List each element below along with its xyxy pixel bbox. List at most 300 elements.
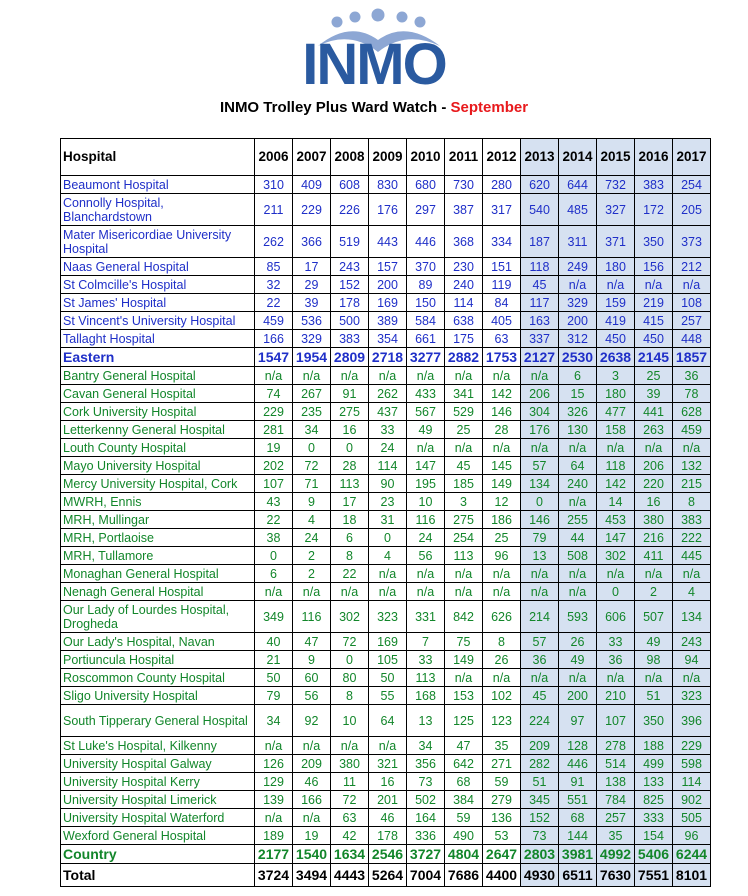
table-row	[61, 367, 711, 385]
value-cell: n/a	[369, 583, 407, 601]
value-cell: 113	[407, 669, 445, 687]
value-cell: 78	[673, 385, 711, 403]
value-cell: 60	[293, 669, 331, 687]
value-cell: 200	[559, 312, 597, 330]
value-cell: 226	[331, 194, 369, 226]
value-cell: 175	[445, 330, 483, 348]
value-cell: 33	[407, 651, 445, 669]
value-cell: 158	[597, 421, 635, 439]
value-cell: n/a	[597, 669, 635, 687]
value-cell: 16	[635, 493, 673, 511]
table-row	[61, 583, 711, 601]
value-cell: 25	[635, 367, 673, 385]
value-cell: 96	[483, 547, 521, 565]
value-cell: 189	[255, 827, 293, 845]
value-cell: 0	[293, 439, 331, 457]
value-cell: 154	[635, 827, 673, 845]
value-cell: 45	[521, 276, 559, 294]
value-cell: 202	[255, 457, 293, 475]
value-cell: 29	[293, 276, 331, 294]
value-cell: 380	[331, 755, 369, 773]
value-cell: 224	[521, 705, 559, 737]
value-cell: 142	[597, 475, 635, 493]
hospital-name: Eastern	[61, 348, 255, 367]
value-cell: n/a	[483, 669, 521, 687]
value-cell: 114	[369, 457, 407, 475]
table-row	[61, 547, 711, 565]
hospital-name: University Hospital Kerry	[61, 773, 255, 791]
value-cell: 28	[331, 457, 369, 475]
value-cell: n/a	[559, 493, 597, 511]
value-cell: 211	[255, 194, 293, 226]
table-row	[61, 565, 711, 583]
value-cell: 146	[521, 511, 559, 529]
hospital-name: MWRH, Ennis	[61, 493, 255, 511]
value-cell: 411	[635, 547, 673, 565]
header-year: 2008	[331, 139, 369, 176]
value-cell: 146	[483, 403, 521, 421]
value-cell: 3	[445, 493, 483, 511]
hospital-name: Tallaght Hospital	[61, 330, 255, 348]
value-cell: n/a	[559, 565, 597, 583]
value-cell: 1547	[255, 348, 293, 367]
value-cell: n/a	[559, 669, 597, 687]
value-cell: 156	[635, 258, 673, 276]
value-cell: 206	[635, 457, 673, 475]
value-cell: 3494	[293, 864, 331, 887]
value-cell: 210	[597, 687, 635, 705]
value-cell: 0	[331, 439, 369, 457]
value-cell: 321	[369, 755, 407, 773]
value-cell: 240	[445, 276, 483, 294]
table-row	[61, 529, 711, 547]
value-cell: 661	[407, 330, 445, 348]
value-cell: 350	[635, 705, 673, 737]
value-cell: 188	[635, 737, 673, 755]
value-cell: 55	[369, 687, 407, 705]
value-cell: 598	[673, 755, 711, 773]
value-cell: 3981	[559, 845, 597, 864]
value-cell: 334	[483, 226, 521, 258]
value-cell: 229	[293, 194, 331, 226]
value-cell: 540	[521, 194, 559, 226]
hospital-name: Nenagh General Hospital	[61, 583, 255, 601]
value-cell: 7	[407, 633, 445, 651]
header-hospital: Hospital	[61, 139, 255, 176]
value-cell: n/a	[673, 565, 711, 583]
value-cell: 383	[331, 330, 369, 348]
value-cell: n/a	[407, 583, 445, 601]
value-cell: 732	[597, 176, 635, 194]
value-cell: 331	[407, 601, 445, 633]
hospital-name: St Vincent's University Hospital	[61, 312, 255, 330]
value-cell: 1954	[293, 348, 331, 367]
hospital-name: Cavan General Hospital	[61, 385, 255, 403]
header-year: 2006	[255, 139, 293, 176]
value-cell: n/a	[255, 583, 293, 601]
header-year: 2007	[293, 139, 331, 176]
value-cell: 323	[369, 601, 407, 633]
value-cell: 254	[445, 529, 483, 547]
value-cell: 620	[521, 176, 559, 194]
value-cell: 302	[597, 547, 635, 565]
value-cell: 2809	[331, 348, 369, 367]
value-cell: 118	[597, 457, 635, 475]
value-cell: 3727	[407, 845, 445, 864]
value-cell: 74	[255, 385, 293, 403]
value-cell: 63	[331, 809, 369, 827]
value-cell: 23	[369, 493, 407, 511]
value-cell: n/a	[407, 439, 445, 457]
hospital-name: MRH, Mullingar	[61, 511, 255, 529]
table-row	[61, 439, 711, 457]
value-cell: 450	[597, 330, 635, 348]
value-cell: 130	[559, 421, 597, 439]
value-cell: n/a	[559, 276, 597, 294]
value-cell: 142	[483, 385, 521, 403]
value-cell: 229	[255, 403, 293, 421]
table-row	[61, 827, 711, 845]
value-cell: 51	[521, 773, 559, 791]
value-cell: n/a	[369, 367, 407, 385]
value-cell: 43	[255, 493, 293, 511]
value-cell: 0	[331, 651, 369, 669]
value-cell: 216	[635, 529, 673, 547]
value-cell: 2	[635, 583, 673, 601]
value-cell: 118	[521, 258, 559, 276]
value-cell: 209	[293, 755, 331, 773]
table-row	[61, 601, 711, 633]
value-cell: n/a	[255, 737, 293, 755]
table-row	[61, 258, 711, 276]
value-cell: 33	[369, 421, 407, 439]
value-cell: 2803	[521, 845, 559, 864]
table-row	[61, 421, 711, 439]
value-cell: n/a	[445, 565, 483, 583]
header-year: 2015	[597, 139, 635, 176]
value-cell: 405	[483, 312, 521, 330]
value-cell: 32	[255, 276, 293, 294]
value-cell: 220	[635, 475, 673, 493]
value-cell: 383	[635, 176, 673, 194]
value-cell: 441	[635, 403, 673, 421]
header-year: 2011	[445, 139, 483, 176]
value-cell: 19	[255, 439, 293, 457]
value-cell: 507	[635, 601, 673, 633]
value-cell: 34	[293, 421, 331, 439]
hospital-name: St Luke's Hospital, Kilkenny	[61, 737, 255, 755]
value-cell: 551	[559, 791, 597, 809]
value-cell: 24	[407, 529, 445, 547]
value-cell: 350	[635, 226, 673, 258]
value-cell: 90	[369, 475, 407, 493]
value-cell: 8	[483, 633, 521, 651]
value-cell: 626	[483, 601, 521, 633]
value-cell: 6	[559, 367, 597, 385]
value-cell: 26	[559, 633, 597, 651]
value-cell: 644	[559, 176, 597, 194]
value-cell: n/a	[635, 565, 673, 583]
value-cell: 519	[331, 226, 369, 258]
value-cell: 278	[597, 737, 635, 755]
value-cell: 166	[293, 791, 331, 809]
hospital-name: MRH, Portlaoise	[61, 529, 255, 547]
value-cell: 267	[293, 385, 331, 403]
table-row	[61, 385, 711, 403]
value-cell: 448	[673, 330, 711, 348]
value-cell: 46	[369, 809, 407, 827]
value-cell: 628	[673, 403, 711, 421]
hospital-name: Connolly Hospital, Blanchardstown	[61, 194, 255, 226]
value-cell: 187	[521, 226, 559, 258]
value-cell: 4930	[521, 864, 559, 887]
value-cell: 71	[293, 475, 331, 493]
value-cell: 79	[521, 529, 559, 547]
table-row	[61, 226, 711, 258]
value-cell: n/a	[407, 367, 445, 385]
value-cell: 500	[331, 312, 369, 330]
value-cell: 389	[369, 312, 407, 330]
value-cell: 35	[483, 737, 521, 755]
value-cell: 212	[673, 258, 711, 276]
value-cell: n/a	[521, 439, 559, 457]
value-cell: 396	[673, 705, 711, 737]
value-cell: 47	[445, 737, 483, 755]
value-cell: 145	[483, 457, 521, 475]
value-cell: 149	[483, 475, 521, 493]
value-cell: 2882	[445, 348, 483, 367]
value-cell: 257	[597, 809, 635, 827]
value-cell: 72	[331, 633, 369, 651]
hospital-name: St James' Hospital	[61, 294, 255, 312]
value-cell: 68	[559, 809, 597, 827]
value-cell: 49	[407, 421, 445, 439]
value-cell: n/a	[597, 439, 635, 457]
table-row	[61, 737, 711, 755]
value-cell: 312	[559, 330, 597, 348]
value-cell: 185	[445, 475, 483, 493]
value-cell: 593	[559, 601, 597, 633]
value-cell: 80	[331, 669, 369, 687]
value-cell: 1753	[483, 348, 521, 367]
page-title	[0, 99, 748, 116]
ward-watch-table	[60, 138, 711, 887]
value-cell: 138	[597, 773, 635, 791]
hospital-name: Monaghan General Hospital	[61, 565, 255, 583]
value-cell: n/a	[483, 583, 521, 601]
value-cell: 6	[255, 565, 293, 583]
value-cell: 33	[597, 633, 635, 651]
value-cell: 39	[293, 294, 331, 312]
value-cell: 113	[331, 475, 369, 493]
table-row	[61, 773, 711, 791]
value-cell: 311	[559, 226, 597, 258]
value-cell: 176	[369, 194, 407, 226]
value-cell: 147	[407, 457, 445, 475]
value-cell: 445	[673, 547, 711, 565]
hospital-name: Mayo University Hospital	[61, 457, 255, 475]
value-cell: 4400	[483, 864, 521, 887]
value-cell: 206	[521, 385, 559, 403]
value-cell: 114	[445, 294, 483, 312]
value-cell: n/a	[445, 367, 483, 385]
value-cell: 4443	[331, 864, 369, 887]
value-cell: 98	[635, 651, 673, 669]
value-cell: 195	[407, 475, 445, 493]
value-cell: 214	[521, 601, 559, 633]
value-cell: n/a	[331, 367, 369, 385]
value-cell: 433	[407, 385, 445, 403]
header-year: 2010	[407, 139, 445, 176]
value-cell: 134	[673, 601, 711, 633]
value-cell: 240	[559, 475, 597, 493]
value-cell: 642	[445, 755, 483, 773]
value-cell: 419	[597, 312, 635, 330]
value-cell: 209	[521, 737, 559, 755]
hospital-name: Beaumont Hospital	[61, 176, 255, 194]
eastern-total-row	[61, 348, 711, 367]
value-cell: n/a	[445, 583, 483, 601]
value-cell: 17	[293, 258, 331, 276]
value-cell: 34	[255, 705, 293, 737]
value-cell: 163	[521, 312, 559, 330]
value-cell: 784	[597, 791, 635, 809]
value-cell: 730	[445, 176, 483, 194]
logo-text: INMO	[302, 32, 446, 88]
value-cell: 85	[255, 258, 293, 276]
hospital-name: Portiuncula Hospital	[61, 651, 255, 669]
value-cell: 47	[293, 633, 331, 651]
value-cell: 18	[331, 511, 369, 529]
table-row	[61, 312, 711, 330]
hospital-name: Total	[61, 864, 255, 887]
value-cell: 2145	[635, 348, 673, 367]
value-cell: n/a	[445, 669, 483, 687]
value-cell: 57	[521, 633, 559, 651]
value-cell: n/a	[597, 276, 635, 294]
value-cell: 9	[293, 493, 331, 511]
value-cell: 132	[673, 457, 711, 475]
value-cell: 102	[483, 687, 521, 705]
value-cell: 89	[407, 276, 445, 294]
value-cell: 105	[369, 651, 407, 669]
value-cell: 50	[369, 669, 407, 687]
value-cell: n/a	[293, 367, 331, 385]
value-cell: 387	[445, 194, 483, 226]
value-cell: 437	[369, 403, 407, 421]
value-cell: 59	[483, 773, 521, 791]
value-cell: 45	[521, 687, 559, 705]
value-cell: 14	[597, 493, 635, 511]
value-cell: n/a	[635, 276, 673, 294]
value-cell: 107	[255, 475, 293, 493]
value-cell: 36	[521, 651, 559, 669]
value-cell: 2177	[255, 845, 293, 864]
value-cell: n/a	[673, 439, 711, 457]
value-cell: 153	[445, 687, 483, 705]
hospital-name: Roscommon County Hospital	[61, 669, 255, 687]
value-cell: 24	[293, 529, 331, 547]
value-cell: 333	[635, 809, 673, 827]
value-cell: n/a	[635, 669, 673, 687]
value-cell: 64	[369, 705, 407, 737]
value-cell: 159	[597, 294, 635, 312]
value-cell: 126	[255, 755, 293, 773]
value-cell: 7630	[597, 864, 635, 887]
value-cell: 91	[331, 385, 369, 403]
value-cell: 302	[331, 601, 369, 633]
value-cell: 116	[407, 511, 445, 529]
value-cell: 205	[673, 194, 711, 226]
value-cell: 279	[483, 791, 521, 809]
value-cell: n/a	[673, 276, 711, 294]
value-cell: 825	[635, 791, 673, 809]
value-cell: 149	[445, 651, 483, 669]
value-cell: 147	[597, 529, 635, 547]
value-cell: 107	[597, 705, 635, 737]
value-cell: 96	[673, 827, 711, 845]
value-cell: 176	[521, 421, 559, 439]
title-month: September	[450, 99, 529, 116]
value-cell: n/a	[521, 367, 559, 385]
value-cell: 200	[369, 276, 407, 294]
value-cell: 22	[255, 294, 293, 312]
hospital-name: Our Lady's Hospital, Navan	[61, 633, 255, 651]
value-cell: 2638	[597, 348, 635, 367]
value-cell: 136	[483, 809, 521, 827]
hospital-name: Mercy University Hospital, Cork	[61, 475, 255, 493]
value-cell: 57	[521, 457, 559, 475]
value-cell: 326	[559, 403, 597, 421]
value-cell: 450	[635, 330, 673, 348]
value-cell: n/a	[445, 439, 483, 457]
value-cell: 34	[407, 737, 445, 755]
hospital-name: Cork University Hospital	[61, 403, 255, 421]
value-cell: 8	[673, 493, 711, 511]
value-cell: 73	[521, 827, 559, 845]
value-cell: 4992	[597, 845, 635, 864]
table-row	[61, 194, 711, 226]
value-cell: 255	[559, 511, 597, 529]
value-cell: 180	[597, 385, 635, 403]
table-row	[61, 475, 711, 493]
value-cell: 139	[255, 791, 293, 809]
value-cell: 97	[559, 705, 597, 737]
value-cell: 5264	[369, 864, 407, 887]
value-cell: 2530	[559, 348, 597, 367]
value-cell: 830	[369, 176, 407, 194]
value-cell: 117	[521, 294, 559, 312]
value-cell: 366	[293, 226, 331, 258]
value-cell: 7686	[445, 864, 483, 887]
header-year: 2009	[369, 139, 407, 176]
value-cell: 116	[293, 601, 331, 633]
hospital-name: Our Lady of Lourdes Hospital, Drogheda	[61, 601, 255, 633]
value-cell: 39	[635, 385, 673, 403]
value-cell: 31	[369, 511, 407, 529]
value-cell: 415	[635, 312, 673, 330]
value-cell: 72	[293, 457, 331, 475]
value-cell: 16	[369, 773, 407, 791]
table-row	[61, 176, 711, 194]
hospital-name: Wexford General Hospital	[61, 827, 255, 845]
value-cell: 180	[597, 258, 635, 276]
value-cell: 608	[331, 176, 369, 194]
value-cell: 4804	[445, 845, 483, 864]
value-cell: n/a	[369, 737, 407, 755]
value-cell: 275	[331, 403, 369, 421]
table-row	[61, 755, 711, 773]
